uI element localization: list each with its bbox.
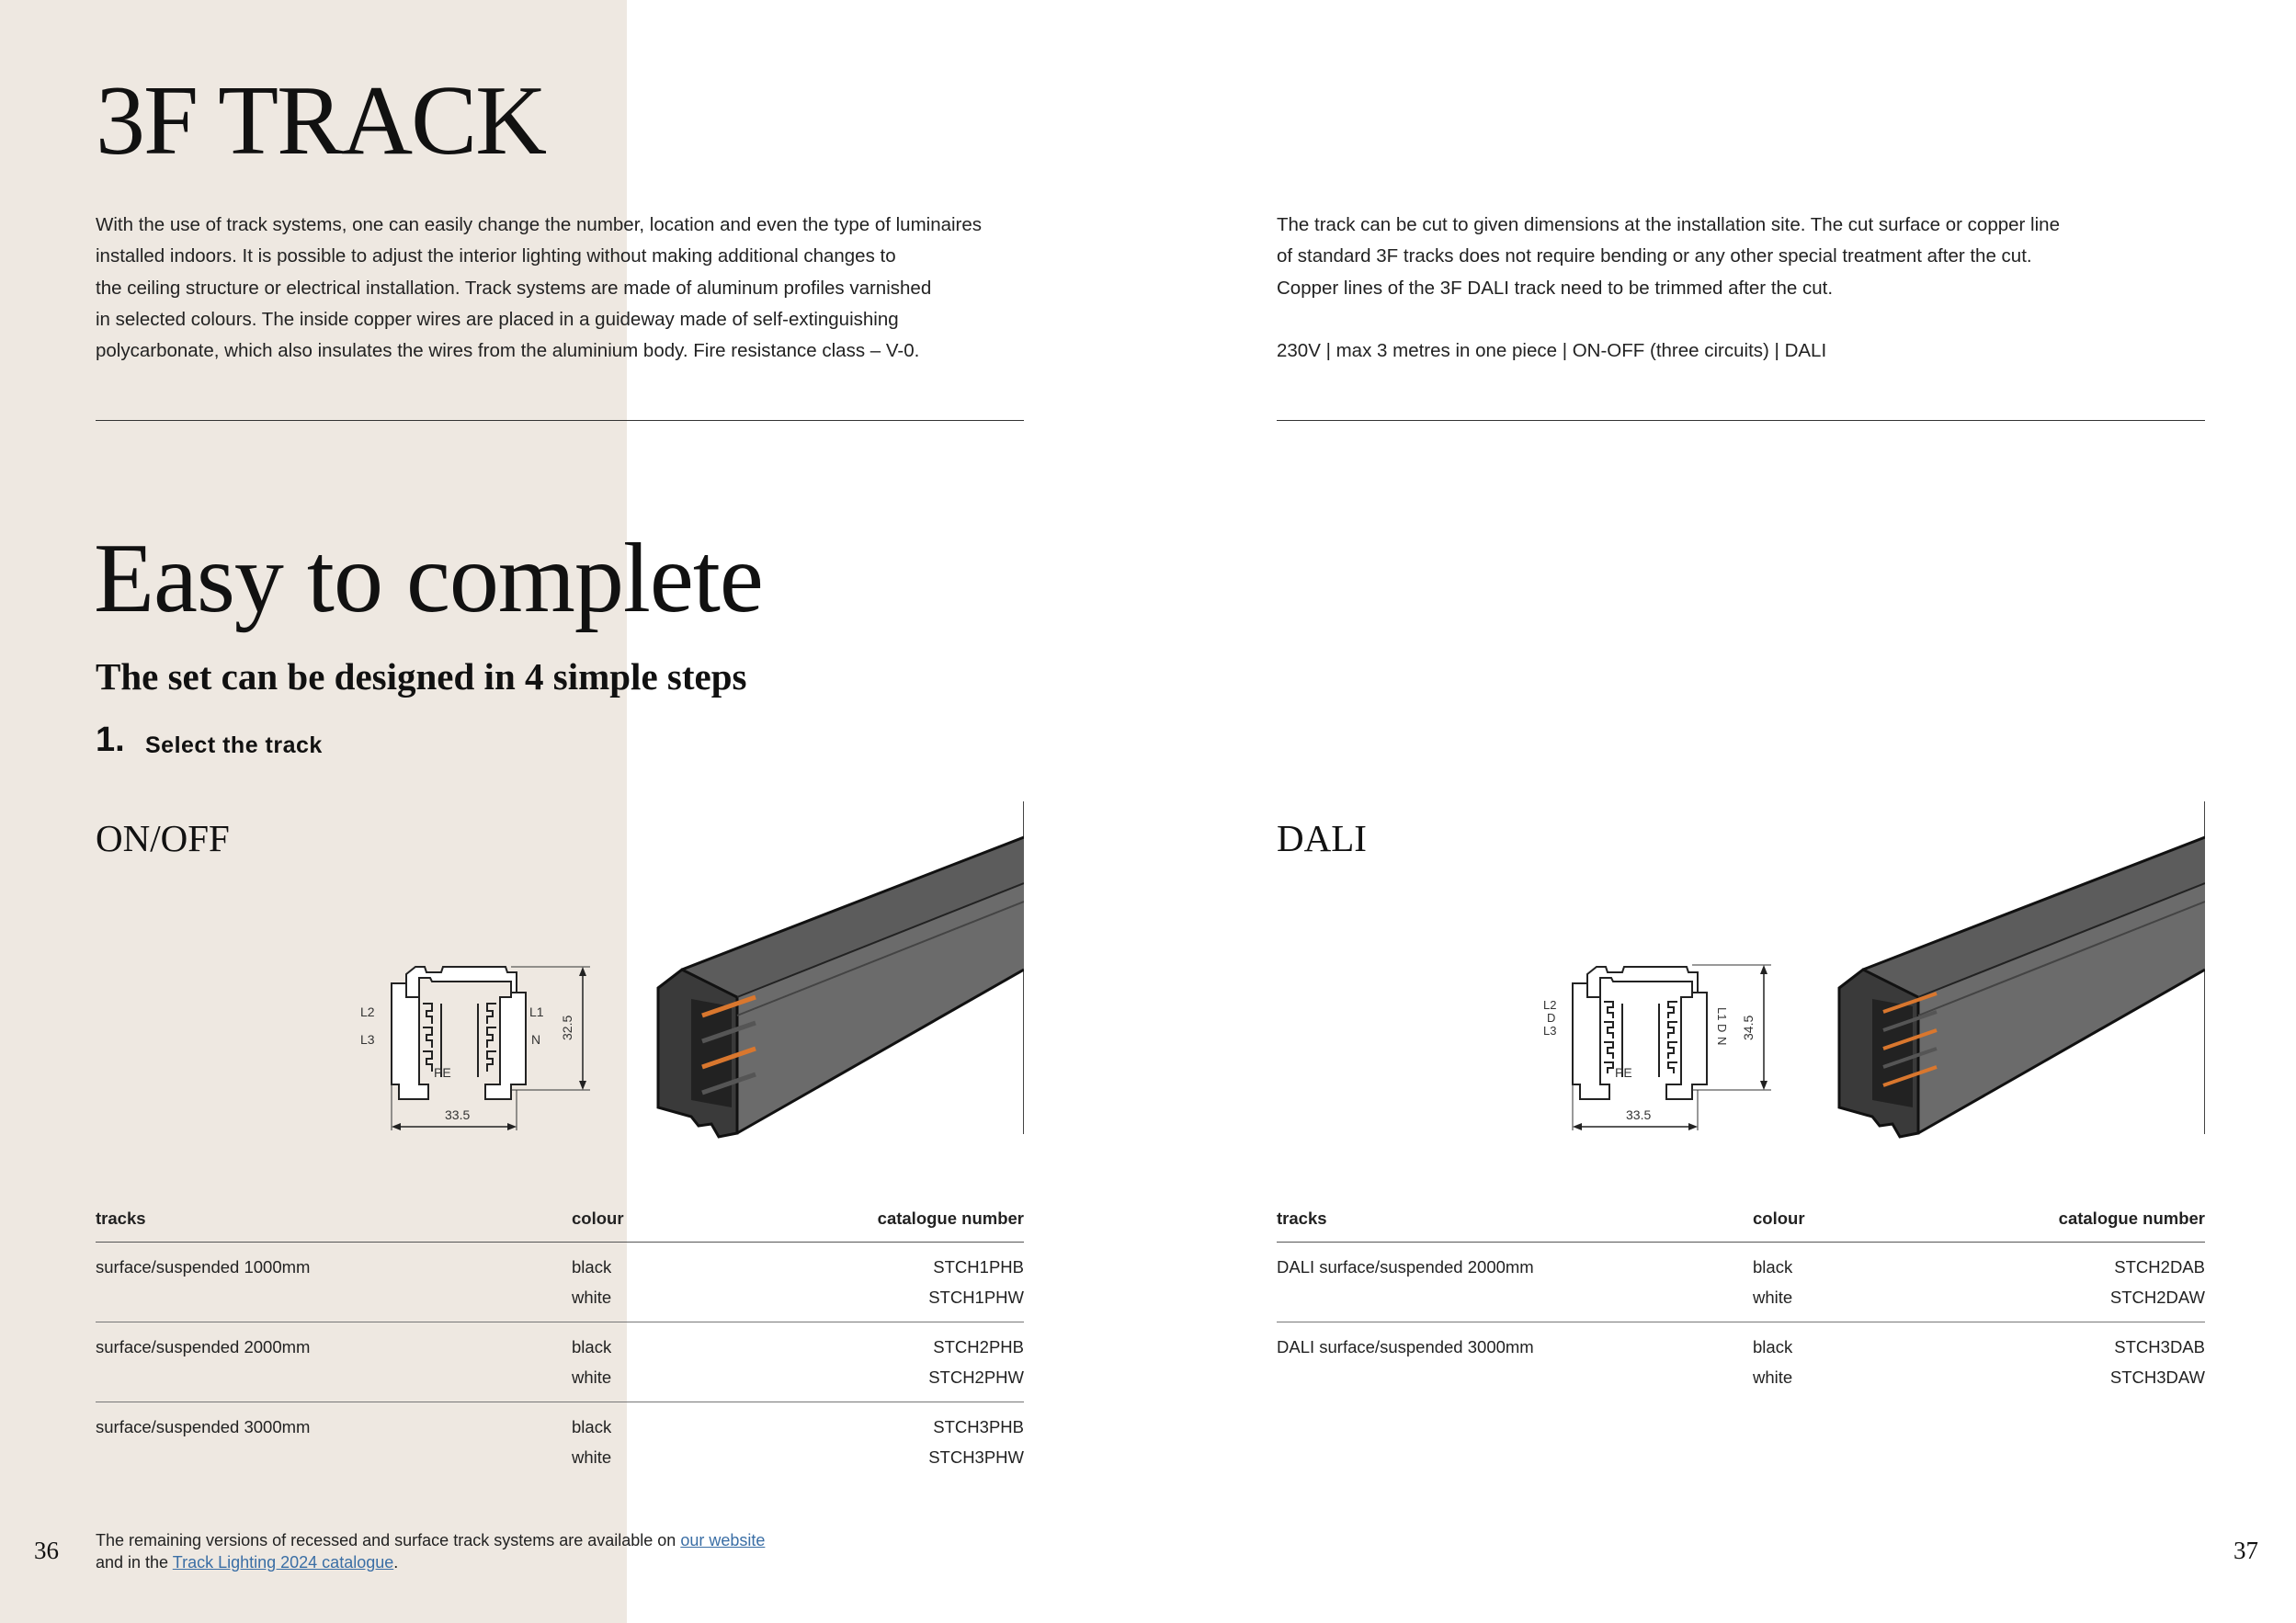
table-row [96, 1435, 1024, 1467]
onoff-label-left-2: L3 [360, 1032, 375, 1047]
dali-label-right-3: N [1715, 1037, 1729, 1046]
intro-left-line: installed indoors. It is possible to adjust the interior lighting without making additional changes to [96, 245, 896, 267]
catalogue-cell: STCH1PHW [928, 1288, 1024, 1307]
table-row [96, 1275, 1024, 1307]
table-row [96, 1322, 1024, 1355]
footnote-line-2 [96, 1551, 765, 1573]
onoff-width-dimension: 33.5 [445, 1107, 471, 1122]
header-catalogue: catalogue number [2058, 1209, 2205, 1228]
intro-right-line: The track can be cut to given dimensions at the installation site. The cut surface or copper line [1277, 214, 2060, 235]
intro-left-line: the ceiling structure or electrical installation. Track systems are made of aluminum profiles varnished [96, 277, 932, 299]
colour-cell: white [1753, 1368, 1793, 1387]
catalogue-cell: STCH3DAW [2109, 1368, 2205, 1387]
colour-cell: black [572, 1337, 612, 1356]
catalogue-cell: STCH2DAW [2109, 1288, 2205, 1307]
onoff-track-3d-image [654, 832, 1024, 1141]
table-group [96, 1243, 1024, 1322]
track-name: surface/suspended 2000mm [96, 1337, 311, 1356]
dali-title: DALI [1277, 817, 1367, 859]
onoff-title: ON/OFF [96, 817, 230, 859]
divider-right [1277, 420, 2205, 421]
dali-height-dimension: 34.5 [1741, 1015, 1756, 1040]
table-row [96, 1402, 1024, 1435]
catalogue-cell: STCH3PHW [928, 1447, 1024, 1467]
header-tracks: tracks [96, 1209, 146, 1228]
table-row [1277, 1243, 2205, 1275]
dali-label-right-1: L1 [1715, 1007, 1729, 1021]
footnote-line-1 [96, 1529, 765, 1551]
intro-right-line: Copper lines of the 3F DALI track need to be trimmed after the cut. [1277, 277, 1834, 299]
track-name: DALI surface/suspended 2000mm [1277, 1257, 1534, 1277]
table-row [1277, 1355, 2205, 1387]
intro-left-line: in selected colours. The inside copper wires are placed in a guideway made of self-extinguishing [96, 308, 899, 330]
track-name: surface/suspended 3000mm [96, 1417, 311, 1436]
page-number-left: 36 [34, 1537, 59, 1564]
colour-cell: black [1753, 1337, 1793, 1356]
divider-left [96, 420, 1024, 421]
onoff-label-right-1: L1 [529, 1004, 544, 1019]
onoff-height-dimension: 32.5 [560, 1015, 574, 1040]
dali-label-left-1: L2 [1543, 998, 1557, 1012]
table-group [1277, 1322, 2205, 1402]
catalogue-cell: STCH3PHB [933, 1417, 1024, 1436]
catalogue-link[interactable]: Track Lighting 2024 catalogue [172, 1553, 394, 1572]
footnote [96, 1529, 765, 1573]
step-label: Select the track [145, 732, 323, 758]
onoff-table [96, 1209, 1024, 1481]
onoff-label-right-2: N [531, 1032, 541, 1047]
track-name: DALI surface/suspended 3000mm [1277, 1337, 1534, 1356]
dali-label-right-2: D [1715, 1024, 1729, 1033]
dali-label-left-3: L3 [1543, 1024, 1557, 1038]
colour-cell: white [572, 1368, 612, 1387]
colour-cell: white [572, 1288, 612, 1307]
onoff-table-header [96, 1209, 1024, 1243]
dali-table-header [1277, 1209, 2205, 1243]
page-title: 3F TRACK [96, 66, 546, 176]
step-number: 1. [96, 721, 125, 759]
colour-cell: black [572, 1257, 612, 1277]
intro-left-line: With the use of track systems, one can easily change the number, location and even the type of luminaires [96, 214, 983, 235]
table-row [1277, 1275, 2205, 1307]
header-catalogue: catalogue number [877, 1209, 1024, 1228]
section-heading: Easy to complete [94, 524, 763, 633]
footnote-text-3: . [393, 1553, 399, 1572]
table-group [96, 1322, 1024, 1402]
onoff-cross-section-diagram [349, 956, 607, 1140]
intro-right-line: of standard 3F tracks does not require bending or any other special treatment after the cut. [1277, 245, 2032, 267]
header-tracks: tracks [1277, 1209, 1327, 1228]
onoff-label-pe: PE [434, 1065, 451, 1080]
header-colour: colour [572, 1209, 624, 1228]
dali-width-dimension: 33.5 [1626, 1107, 1652, 1122]
catalogue-cell: STCH2DAB [2114, 1257, 2205, 1277]
onoff-label-left-1: L2 [360, 1004, 375, 1019]
track-name: surface/suspended 1000mm [96, 1257, 311, 1277]
intro-left-text [96, 210, 1042, 367]
colour-cell: white [1753, 1288, 1793, 1307]
intro-left-line: polycarbonate, which also insulates the wires from the aluminium body. Fire resistance class – V-0. [96, 340, 920, 362]
footnote-text-1: The remaining versions of recessed and surface track systems are available on [96, 1531, 681, 1549]
colour-cell: white [572, 1447, 612, 1467]
footnote-text-2: and in the [96, 1553, 173, 1572]
intro-right-text [1277, 210, 2223, 367]
website-link[interactable]: our website [680, 1531, 766, 1549]
dali-label-pe: PE [1615, 1065, 1632, 1080]
catalogue-cell: STCH1PHB [933, 1257, 1024, 1277]
table-row [96, 1243, 1024, 1275]
catalogue-cell: STCH2PHW [928, 1368, 1024, 1387]
section-subheading: The set can be designed in 4 simple steps [96, 655, 747, 698]
table-row [96, 1355, 1024, 1387]
table-group [1277, 1243, 2205, 1322]
page-number-right: 37 [2233, 1537, 2258, 1564]
spec-line: 230V | max 3 metres in one piece | ON-OFF (three circuits) | DALI [1277, 339, 1827, 361]
catalogue-cell: STCH3DAB [2114, 1337, 2205, 1356]
dali-table [1277, 1209, 2205, 1402]
header-colour: colour [1753, 1209, 1805, 1228]
dali-track-3d-image [1836, 832, 2205, 1141]
table-row [1277, 1322, 2205, 1355]
colour-cell: black [1753, 1257, 1793, 1277]
colour-cell: black [572, 1417, 612, 1436]
table-group [96, 1402, 1024, 1481]
catalogue-cell: STCH2PHB [933, 1337, 1024, 1356]
dali-label-left-2: D [1547, 1011, 1556, 1025]
dali-cross-section-diagram [1530, 956, 1788, 1140]
